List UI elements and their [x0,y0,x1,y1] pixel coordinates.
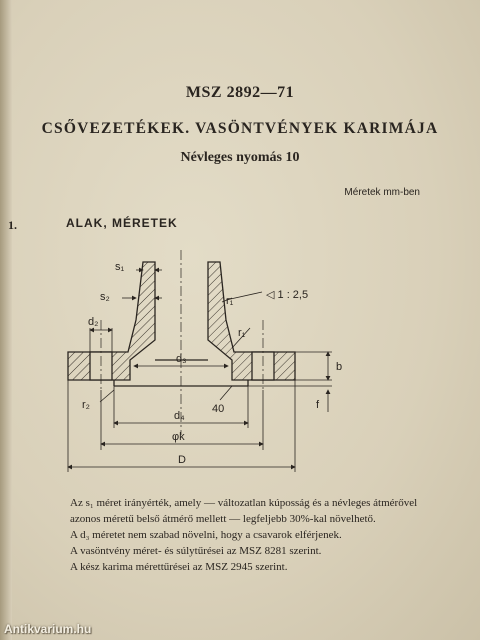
section-title: ALAK, MÉRETEK [66,216,178,230]
label-D: D [178,454,186,466]
label-r1-lower: r₁ [238,327,246,339]
note-paragraph: Az s₁ méret irányérték, amely — változatlan kúposság és a névleges átmérővel azonos méretű belső átmérő mellett — legfeljebb 30%-kal növelhető. [70,497,418,525]
standard-number: MSZ 2892—71 [185,84,295,101]
label-d4: d₄ [174,410,185,422]
label-s1: s₁ [115,261,125,273]
label-taper: ◁ 1 : 2,5 [266,289,309,301]
label-s2: s₂ [100,291,110,303]
label-d3: d₃ [176,353,187,365]
note-paragraph: A vasöntvény méret- és súlytűrései az MSZ 8281 szerint. [70,545,322,557]
units-note: Méretek mm-ben [344,187,420,198]
label-f: f [316,399,320,411]
watermark-logo: Antikvarium.hu [4,622,92,636]
label-d2: d₂ [88,316,99,328]
flange-drawing [0,240,480,490]
centre-lines [101,250,263,435]
label-k: φk [172,431,185,443]
label-r2: r₂ [82,399,90,411]
label-b: b [336,361,343,373]
note-paragraph: A kész karima mérettűrései az MSZ 2945 szerint. [70,561,288,573]
label-angle: 40 [212,403,225,415]
notes-block [70,495,442,575]
note-paragraph: A d₃ méretet nem szabad növelni, hogy a csavarok elférjenek. [70,529,342,541]
label-r1-upper: r₁ [226,295,234,307]
document-title: CSŐVEZETÉKEK. VASÖNTVÉNYEK KARIMÁJA [41,120,439,137]
flange-section [68,262,295,386]
document-subtitle: Névleges nyomás 10 [180,150,300,165]
section-number: 1. [8,218,17,232]
